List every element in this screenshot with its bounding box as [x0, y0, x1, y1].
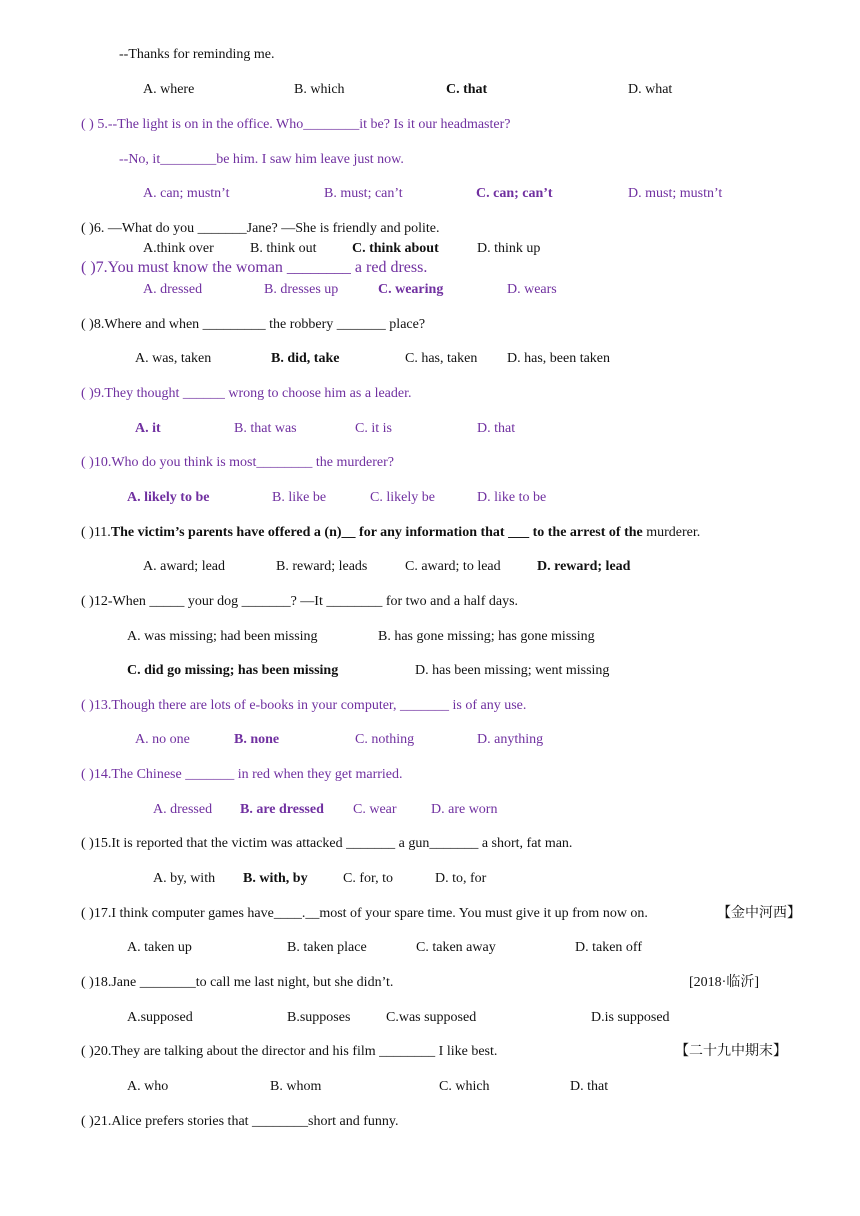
option-d: D. like to be — [477, 490, 547, 505]
question-11 — [81, 524, 700, 542]
option-a: A. was, taken — [135, 351, 212, 366]
option-b: B. think out — [250, 241, 317, 256]
question-18: ( )18.Jane ________to call me last night, but she didn’t. — [81, 975, 394, 990]
question-7: ( )7.You must know the woman ________ a red dress. — [81, 259, 428, 276]
option-c: C. for, to — [343, 871, 393, 886]
question-12: ( )12-When _____ your dog _______? —It ________ for two and a half days. — [81, 594, 519, 609]
option-c: C. which — [439, 1079, 490, 1094]
option-c: C. it is — [355, 421, 392, 436]
option-a: A. no one — [135, 732, 190, 747]
option-a: A. taken up — [127, 940, 192, 955]
option-b: B. none — [234, 732, 280, 747]
option-c: C. taken away — [416, 940, 496, 955]
option-a: A. can; mustn’t — [143, 186, 230, 201]
option-b: B. did, take — [271, 351, 340, 366]
question-13: ( )13.Though there are lots of e-books in your computer, _______ is of any use. — [81, 698, 527, 713]
option-a: A. award; lead — [143, 559, 226, 574]
option-d: D. think up — [477, 241, 541, 256]
question-10: ( )10.Who do you think is most________ the murderer? — [81, 455, 395, 470]
question-15: ( )15.It is reported that the victim was attacked _______ a gun_______ a short, fat man. — [81, 836, 573, 851]
option-b: B. like be — [272, 490, 327, 505]
option-a: A. likely to be — [127, 490, 210, 505]
question-11-stem: The victim’s parents have offered a (n)__ for any information that ___ to the arrest of the — [110, 525, 643, 540]
option-b: B. reward; leads — [276, 559, 368, 574]
option-a: A. who — [127, 1079, 169, 1094]
option-b: B. has gone missing; has gone missing — [378, 629, 595, 644]
option-b: B. taken place — [287, 940, 367, 955]
option-b: B. with, by — [243, 871, 308, 886]
option-d: D. that — [570, 1079, 609, 1094]
option-a: A. dressed — [153, 802, 213, 817]
option-a: A. it — [135, 421, 161, 436]
option-d: D. what — [628, 82, 673, 97]
question-11-number: ( )11. — [81, 525, 111, 540]
option-d: D. wears — [507, 282, 557, 297]
question-18-source: [2018·临沂] — [689, 975, 759, 990]
question-11-end: murderer. — [642, 525, 701, 540]
question-20: ( )20.They are talking about the director and his film ________ I like best. — [81, 1044, 498, 1059]
option-a: A.think over — [143, 241, 214, 256]
option-d: D. that — [477, 421, 516, 436]
option-d: D. are worn — [431, 802, 498, 817]
option-d: D. must; mustn’t — [628, 186, 723, 201]
question-21: ( )21.Alice prefers stories that ________short and funny. — [81, 1114, 399, 1129]
option-a: A. dressed — [143, 282, 203, 297]
question-14: ( )14.The Chinese _______ in red when they get married. — [81, 767, 403, 782]
question-5: ( ) 5.--The light is on in the office. Who________it be? Is it our headmaster? — [81, 117, 511, 132]
question-9: ( )9.They thought ______ wrong to choose him as a leader. — [81, 386, 412, 401]
question-5-response: --No, it________be him. I saw him leave just now. — [119, 152, 404, 167]
option-b: B. are dressed — [240, 802, 324, 817]
option-c: C. wear — [353, 802, 397, 817]
option-c: C. did go missing; has been missing — [127, 663, 339, 678]
option-c: C. likely be — [370, 490, 435, 505]
question-17: ( )17.I think computer games have____.__most of your spare time. You must give it up from now on. — [81, 906, 648, 921]
option-d: D. reward; lead — [537, 559, 631, 574]
option-b: B. that was — [234, 421, 297, 436]
option-d: D.is supposed — [591, 1010, 670, 1025]
question-6: ( )6. —What do you _______Jane? —She is friendly and polite. — [81, 221, 440, 236]
option-d: D. has, been taken — [507, 351, 611, 366]
option-b: B. must; can’t — [324, 186, 403, 201]
option-c: C. has, taken — [405, 351, 478, 366]
option-d: D. anything — [477, 732, 544, 747]
option-d: D. to, for — [435, 871, 487, 886]
option-c: C. wearing — [378, 282, 444, 297]
option-c: C. can; can’t — [476, 186, 553, 201]
option-d: D. taken off — [575, 940, 642, 955]
question-8: ( )8.Where and when _________ the robbery _______ place? — [81, 317, 426, 332]
option-a: A. by, with — [153, 871, 216, 886]
option-c: C. that — [446, 82, 488, 97]
option-c: C.was supposed — [386, 1010, 477, 1025]
option-a: A.supposed — [127, 1010, 193, 1025]
option-d: D. has been missing; went missing — [415, 663, 610, 678]
option-a: A. was missing; had been missing — [127, 629, 318, 644]
option-b: B. dresses up — [264, 282, 339, 297]
question-20-source: 【二十九中期末】 — [675, 1044, 787, 1059]
option-c: C. nothing — [355, 732, 415, 747]
option-c: C. think about — [352, 241, 439, 256]
option-c: C. award; to lead — [405, 559, 501, 574]
option-a: A. where — [143, 82, 195, 97]
answer-line: --Thanks for reminding me. — [119, 47, 275, 62]
option-b: B. whom — [270, 1079, 322, 1094]
option-b: B.supposes — [287, 1010, 351, 1025]
option-b: B. which — [294, 82, 345, 97]
question-17-source: 【金中河西】 — [717, 906, 801, 921]
